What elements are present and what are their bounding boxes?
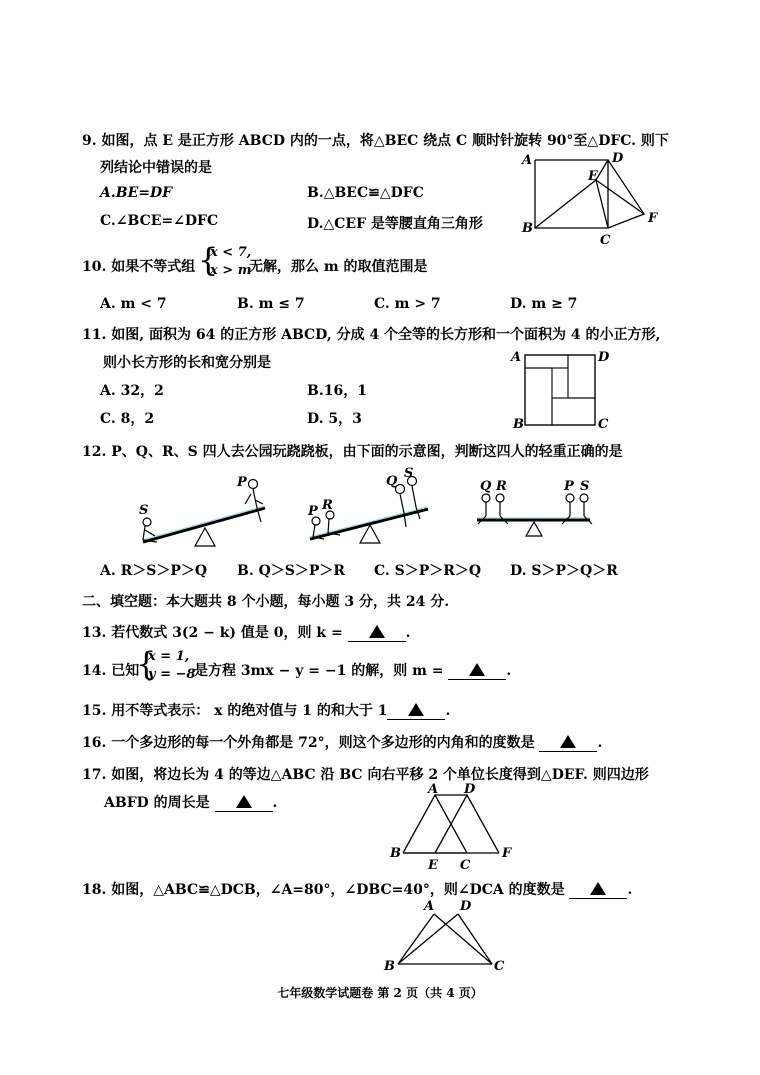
q14-prefix: 14. 已知 xyxy=(82,663,140,679)
q12-label-p-3: P xyxy=(564,479,574,494)
q16 xyxy=(82,732,602,752)
q10-eq1: x < 7, xyxy=(210,245,252,260)
q9-option-d: D.△CEF 是等腰直角三角形 xyxy=(307,216,483,232)
page-footer: 七年级数学试题卷 第 2 页（共 4 页） xyxy=(277,986,483,1000)
triangle-icon xyxy=(408,703,424,716)
q17-triangle-def xyxy=(435,795,499,853)
q18-text: 18. 如图，△ABC≌△DCB，∠A=80°，∠DBC=40°，则∠DCA 的度数是 xyxy=(82,882,570,898)
q9-option-a: A.BE=DF xyxy=(100,185,173,201)
q17-label-b: B xyxy=(390,846,401,861)
q11-rect-top xyxy=(525,355,568,368)
q12-fulcrum-2 xyxy=(360,525,380,543)
q17-label-a: A xyxy=(428,782,439,797)
q9-label-e: E xyxy=(588,169,598,184)
q11-outer-square xyxy=(525,355,595,425)
q9-option-b: B.△BEC≌△DFC xyxy=(307,185,424,201)
q14-system xyxy=(148,648,195,684)
q9-triangle-def xyxy=(608,160,644,228)
q17-figure xyxy=(388,783,518,873)
q18-label-a: A xyxy=(424,899,435,914)
q11-option-a: A. 32，2 xyxy=(100,383,164,399)
q11-figure xyxy=(505,345,625,435)
q9-label-b: B xyxy=(522,221,533,236)
q17-label-c: C xyxy=(460,858,471,873)
q12-person-q-2 xyxy=(396,485,407,528)
q12-label-s-1: S xyxy=(139,503,149,518)
q9-figure xyxy=(520,150,670,250)
q11-label-a: A xyxy=(511,350,522,365)
q17-line2 xyxy=(104,792,277,812)
q12-option-d: D. S＞P＞Q＞R xyxy=(510,563,618,579)
q11-label-c: C xyxy=(598,417,609,432)
q12-label-q-2: Q xyxy=(386,474,398,489)
q13 xyxy=(82,622,410,642)
section-2-heading: 二、填空题：本大题共 8 个小题，每小题 3 分，共 24 分. xyxy=(82,594,450,610)
q12-label-p-1: P xyxy=(237,475,247,490)
q15-end: . xyxy=(445,703,451,719)
q12-label-r-2: R xyxy=(322,498,333,513)
q11-option-b: B.16，1 xyxy=(307,383,367,399)
q11-line1: 11. 如图, 面积为 64 的正方形 ABCD, 分成 4 个全等的长方形和一个面积为 4 的小正方形, xyxy=(82,327,661,343)
q12-line1: 12. P、Q、R、S 四人去公园玩跷跷板，由下面的示意图，判断这四人的轻重正确的是 xyxy=(82,444,623,460)
q18-label-c: C xyxy=(494,959,505,974)
q11-label-b: B xyxy=(513,417,524,432)
q9-line2: 列结论中错误的是 xyxy=(100,160,212,176)
q10-option-d: D. m ≥ 7 xyxy=(510,296,578,312)
q14-brace: { xyxy=(136,645,157,683)
q12-option-c: C. S＞P＞R＞Q xyxy=(374,563,482,579)
q9-segment-be xyxy=(535,180,596,228)
q12-fulcrum-1 xyxy=(195,528,215,546)
q14-answer-blank[interactable] xyxy=(448,663,506,680)
q11-rect-bottom xyxy=(552,398,595,425)
triangle-icon xyxy=(590,882,606,895)
q10-system xyxy=(210,244,251,280)
q9-label-d: D xyxy=(612,151,624,166)
q12-label-s-3: S xyxy=(580,479,590,494)
q12-fulcrum-3 xyxy=(526,522,542,536)
q10-option-a: A. m < 7 xyxy=(100,296,167,312)
q17-label-f: F xyxy=(502,846,512,861)
q14-eq2: y = −8 xyxy=(148,667,196,682)
q13-end: . xyxy=(405,625,411,641)
q14-end: . xyxy=(506,663,512,679)
triangle-icon xyxy=(369,625,385,638)
q13-text: 13. 若代数式 3(2 − k) 值是 0，则 k = xyxy=(82,625,348,641)
q9-line1: 9. 如图，点 E 是正方形 ABCD 内的一点，将△BEC 绕点 C 顺时针旋转 90°至△DFC. 则下 xyxy=(82,133,669,149)
q18-end: . xyxy=(627,882,633,898)
q12-label-q-3: Q xyxy=(480,479,492,494)
q12-option-b: B. Q＞S＞P＞R xyxy=(237,563,346,579)
q16-end: . xyxy=(597,735,603,751)
q18 xyxy=(82,879,632,899)
q12-seesaw-1 xyxy=(135,470,275,555)
q18-label-d: D xyxy=(460,899,472,914)
q15-answer-blank[interactable] xyxy=(387,703,445,720)
q12-option-a: A. R＞S＞P＞Q xyxy=(100,563,208,579)
q17-end: . xyxy=(272,795,278,811)
triangle-icon xyxy=(469,663,485,676)
q10-prefix: 10. 如果不等式组 xyxy=(82,259,196,275)
q14-suffix: 是方程 3mx − y = −1 的解，则 m = xyxy=(194,663,449,679)
q17-text: ABFD 的周长是 xyxy=(104,795,215,811)
q18-label-b: B xyxy=(384,959,395,974)
q12-label-r-3: R xyxy=(496,479,507,494)
q18-answer-blank[interactable] xyxy=(569,882,627,899)
q15-text: 15. 用不等式表示： x 的绝对值与 1 的和大于 1 xyxy=(82,703,388,719)
q16-answer-blank[interactable] xyxy=(539,735,597,752)
q10-suffix: 无解，那么 m 的取值范围是 xyxy=(249,259,428,275)
q17-triangle-abc xyxy=(403,795,467,853)
q11-rect-right xyxy=(568,355,595,398)
q10-option-c: C. m > 7 xyxy=(374,296,441,312)
q10-eq2: x > m xyxy=(210,263,252,278)
q14-rest xyxy=(194,660,511,680)
q17-label-e: E xyxy=(428,858,438,873)
q10-option-b: B. m ≤ 7 xyxy=(237,296,305,312)
q17-label-d: D xyxy=(464,782,476,797)
q11-rect-left xyxy=(525,368,552,425)
q9-label-c: C xyxy=(600,233,611,248)
q11-option-c: C. 8，2 xyxy=(100,411,155,427)
q11-option-d: D. 5，3 xyxy=(307,411,362,427)
q18-figure xyxy=(380,898,510,978)
q15 xyxy=(82,700,450,720)
q14-eq1: x = 1, xyxy=(148,649,190,664)
q17-answer-blank[interactable] xyxy=(215,795,273,812)
q9-option-c: C.∠BCE=∠DFC xyxy=(100,213,219,229)
q9-label-a: A xyxy=(522,153,533,168)
q16-text: 16. 一个多边形的每一个外角都是 72°，则这个多边形的内角和的度数是 xyxy=(82,735,540,751)
q11-label-d: D xyxy=(598,350,610,365)
triangle-icon xyxy=(236,795,252,808)
q12-person-p-1 xyxy=(245,480,263,523)
q12-seesaw-2 xyxy=(300,467,440,555)
q11-line2: 则小长方形的长和宽分别是 xyxy=(103,355,271,371)
triangle-icon xyxy=(560,735,576,748)
q10-brace: { xyxy=(198,241,219,279)
q12-seesaw-3 xyxy=(472,478,602,548)
q13-answer-blank[interactable] xyxy=(348,625,406,642)
q12-label-p-2: P xyxy=(308,504,318,519)
q12-label-s-2: S xyxy=(404,466,414,481)
q17-line1: 17. 如图，将边长为 4 的等边△ABC 沿 BC 向右平移 2 个单位长度得到△DEF. 则四边形 xyxy=(82,767,649,783)
q9-label-f: F xyxy=(648,211,658,226)
